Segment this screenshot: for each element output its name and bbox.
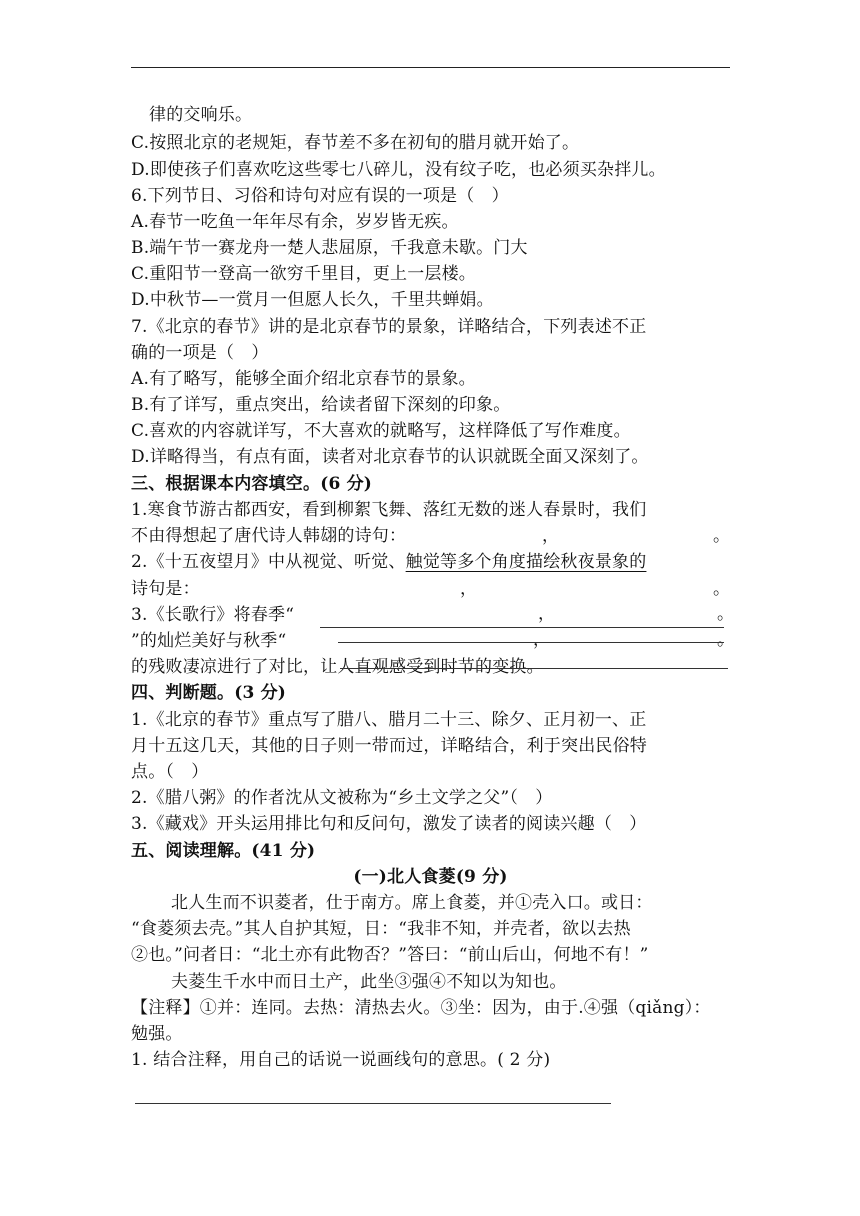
- fill-question-2: [131, 549, 731, 575]
- header-rule: [131, 67, 730, 68]
- blank-period: 。: [713, 579, 730, 599]
- passage-line: “食菱须去壳。”其人自护其短，日：“我非不知，并壳者，欲以去热: [131, 919, 631, 939]
- fill-question-1: 1.寒食节游古都西安，看到柳絮飞舞、落红无数的迷人春景时，我们: [131, 500, 647, 520]
- judge-question-1: 1.《北京的春节》重点写了腊八、腊月二十三、除夕、正月初一、正: [131, 710, 647, 730]
- judge-question-1-cont: 月十五这几天，其他的日子则一带而过，详略结合，利于突出民俗特: [131, 736, 647, 756]
- question-6: 6.下列节日、习俗和诗句对应有误的一项是（ ）: [131, 186, 509, 206]
- question-text: 2.《十五夜望月》中从视觉、听觉、: [131, 552, 406, 572]
- blank-comma: ，: [542, 526, 559, 546]
- option-line: C.按照北京的老规矩，春节差不多在初旬的腊月就开始了。: [131, 133, 580, 153]
- text-line: 律的交响乐。: [149, 105, 253, 125]
- fill-question-3-end: 的残败凄凉进行了对比，让人直观感受到时节的变换。: [131, 657, 544, 677]
- blank-period: 。: [717, 630, 734, 650]
- blank-comma: ，: [538, 604, 555, 624]
- answer-line[interactable]: [135, 1103, 611, 1104]
- passage-title: (一)北人食菱(9 分): [353, 867, 508, 887]
- blank-period: 。: [713, 526, 730, 546]
- fill-question-3-cont: ”的灿烂美好与秋季“: [131, 631, 287, 651]
- option-line: D.详略得当，有点有面，读者对北京春节的认识就既全面又深刻了。: [131, 447, 649, 467]
- section-heading: 三、根据课本内容填空。(6 分): [131, 474, 373, 494]
- option-line: B.端午节一赛龙舟一楚人悲屈原，千我意未歇。门大: [131, 238, 528, 258]
- option-line: C.重阳节一登高一欲穷千里目，更上一层楼。: [131, 264, 477, 284]
- fill-question-2-cont: 诗句是：: [131, 579, 200, 599]
- judge-question-3: 3.《藏戏》开头运用排比句和反问句，激发了读者的阅读兴趣（ ）: [131, 814, 647, 834]
- passage-line: 北人生而不识菱者，仕于南方。席上食菱，并①壳入口。或日：: [171, 893, 653, 913]
- annotation-line: 【注释】①并：连同。去热：清热去火。③坐：因为，由于.④强（qiǎng）：: [131, 998, 711, 1018]
- blank-comma: ，: [460, 579, 477, 599]
- fill-question-3: 3.《长歌行》将春季“: [131, 605, 295, 625]
- option-line: D.中秋节—一赏月一但愿人长久，千里共蝉娟。: [131, 290, 494, 310]
- section-heading: 五、阅读理解。(41 分): [131, 841, 316, 861]
- judge-question-1-end: 点。（ ）: [131, 762, 209, 782]
- blank-period: 。: [717, 604, 734, 624]
- answer-blank[interactable]: [338, 642, 724, 643]
- option-line: B.有了详写，重点突出，给读者留下深刻的印象。: [131, 395, 511, 415]
- question-7-cont: 确的一项是（ ）: [131, 343, 269, 363]
- section-heading: 四、判断题。(3 分): [131, 683, 287, 703]
- passage-line: 夫菱生千水中而日土产，此坐③强④不知以为知也。: [171, 972, 567, 992]
- fill-question-1-cont: 不由得想起了唐代诗人韩翃的诗句：: [131, 526, 407, 546]
- strike-line: [340, 668, 728, 669]
- judge-question-2: 2.《腊八粥》的作者沈从文被称为“乡土文学之父”（ ）: [131, 788, 553, 808]
- passage-line: ②也。”问者日：“北土亦有此物否？”答曰：“前山后山，何地不有！”: [131, 945, 649, 965]
- reading-question-1: 1. 结合注释，用自己的话说一说画线句的意思。( 2 分): [131, 1050, 551, 1070]
- underlined-phrase: 触觉等多个角度描绘秋夜景象的: [405, 552, 647, 572]
- option-line: D.即使孩子们喜欢吃这些零七八碎儿，没有纹子吃，也必须买杂拌儿。: [131, 160, 666, 180]
- annotation-line: 勉强。: [131, 1024, 183, 1044]
- question-7: 7.《北京的春节》讲的是北京春节的景象，详略结合，下列表述不正: [131, 317, 647, 337]
- blank-comma: ，: [533, 630, 550, 650]
- option-line: A.有了略写，能够全面介绍北京春节的景象。: [131, 369, 476, 389]
- option-line: A.春节一吃鱼一年年尽有余，岁岁皆无疾。: [131, 212, 459, 232]
- option-line: C.喜欢的内容就详写，不大喜欢的就略写，这样降低了写作难度。: [131, 421, 631, 441]
